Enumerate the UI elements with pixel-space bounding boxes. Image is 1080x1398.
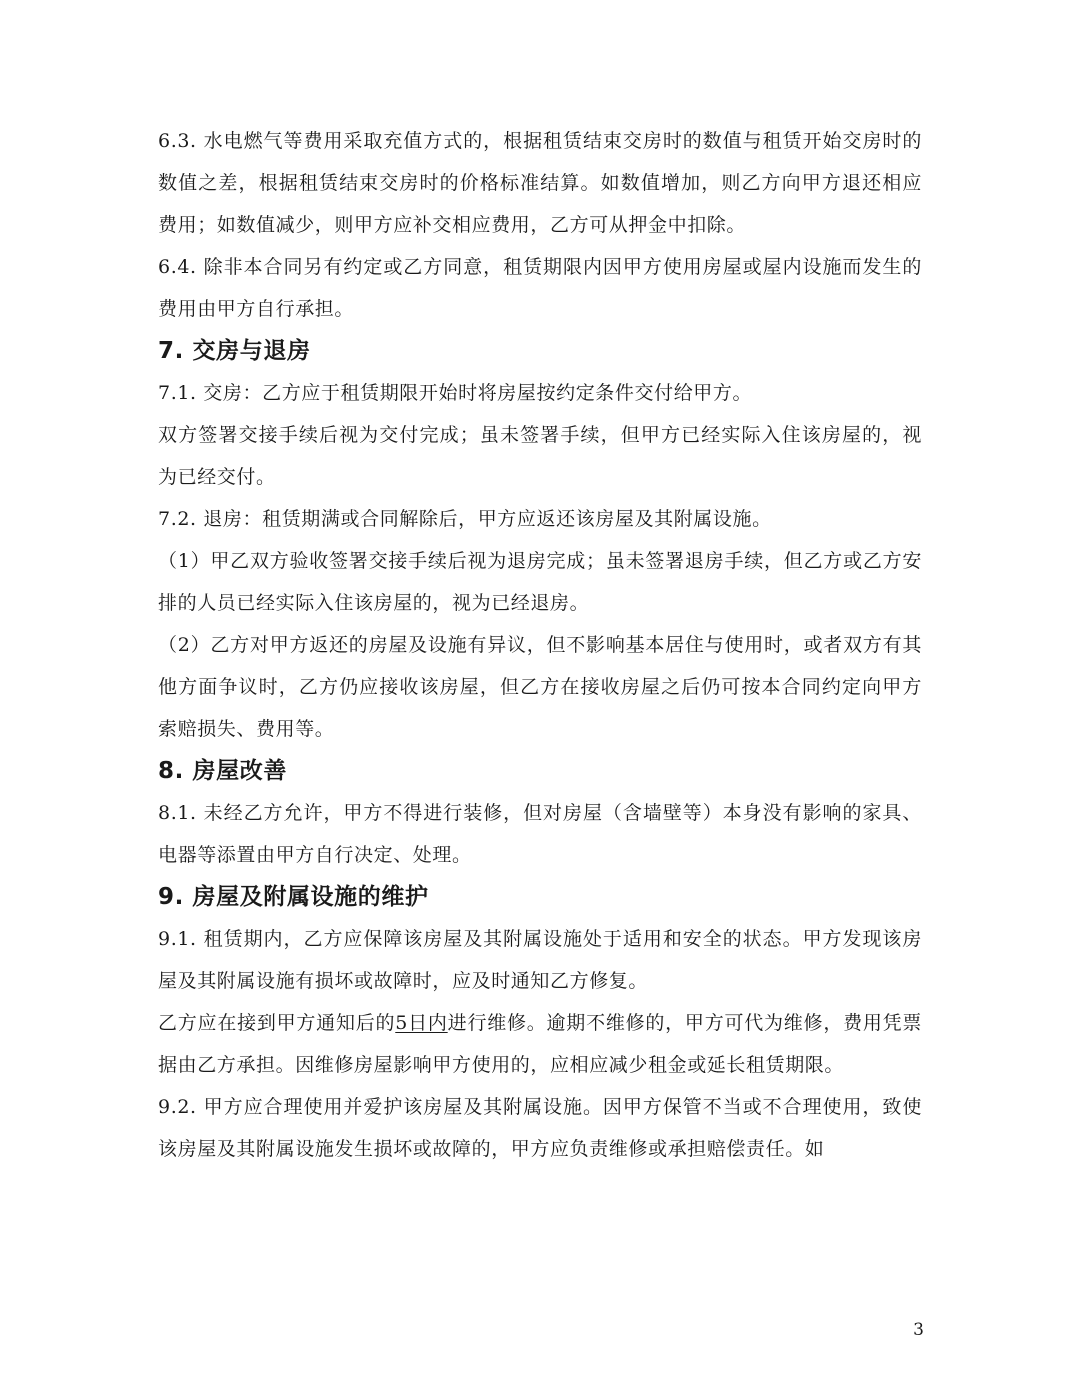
clause-7-1: 7.1. 交房：乙方应于租赁期限开始时将房屋按约定条件交付给甲方。 xyxy=(158,382,753,404)
document-body xyxy=(158,120,922,1170)
clause-9-2: 9.2. 甲方应合理使用并爱护该房屋及其附属设施。因甲方保管不当或不合理使用，致使该房屋及其附属设施发生损坏或故障的，甲方应负责维修或承担赔偿责任。如 xyxy=(158,1096,922,1160)
section-heading-7: 7. 交房与退房 xyxy=(158,338,311,364)
section-heading-8: 8. 房屋改善 xyxy=(158,758,287,784)
clause-6-3: 6.3. 水电燃气等费用采取充值方式的，根据租赁结束交房时的数值与租赁开始交房时的数值之差，根据租赁结束交房时的价格标准结算。如数值增加，则乙方向甲方退还相应费用；如数值减少，则甲方应补交相应费用，乙方可从押金中扣除。 xyxy=(158,130,922,236)
section-heading-9: 9. 房屋及附属设施的维护 xyxy=(158,884,429,910)
clause-7-2: 7.2. 退房：租赁期满或合同解除后，甲方应返还该房屋及其附属设施。 xyxy=(158,508,772,530)
clause-6-4: 6.4. 除非本合同另有约定或乙方同意，租赁期限内因甲方使用房屋或屋内设施而发生的费用由甲方自行承担。 xyxy=(158,256,922,320)
clause-9-1-repair xyxy=(158,1002,922,1086)
clause-9-1-repair-after: 进行维修。逾期不维修的，甲方可代为维修，费用凭票据由乙方承担。因维修房屋影响甲方使用的，应相应减少租金或延长租赁期限。 xyxy=(158,1012,923,1076)
clause-8-1: 8.1. 未经乙方允许，甲方不得进行装修，但对房屋（含墙壁等）本身没有影响的家具、电器等添置由甲方自行决定、处理。 xyxy=(158,802,922,866)
clause-7-2-item-2: （2）乙方对甲方返还的房屋及设施有异议，但不影响基本居住与使用时，或者双方有其他方面争议时，乙方仍应接收该房屋，但乙方在接收房屋之后仍可按本合同约定向甲方索赔损失、费用等。 xyxy=(158,634,922,740)
clause-9-1-repair-before: 乙方应在接到甲方通知后的 xyxy=(158,1012,396,1034)
page-number: 3 xyxy=(913,1320,924,1340)
clause-9-1: 9.1. 租赁期内，乙方应保障该房屋及其附属设施处于适用和安全的状态。甲方发现该房屋及其附属设施有损坏或故障时，应及时通知乙方修复。 xyxy=(158,928,922,992)
clause-7-1-detail: 双方签署交接手续后视为交付完成；虽未签署手续，但甲方已经实际入住该房屋的，视为已经交付。 xyxy=(158,424,922,488)
clause-7-2-item-1: （1）甲乙双方验收签署交接手续后视为退房完成；虽未签署退房手续，但乙方或乙方安排的人员已经实际入住该房屋的，视为已经退房。 xyxy=(158,550,922,614)
repair-deadline-underlined: 5日内 xyxy=(395,1012,448,1034)
